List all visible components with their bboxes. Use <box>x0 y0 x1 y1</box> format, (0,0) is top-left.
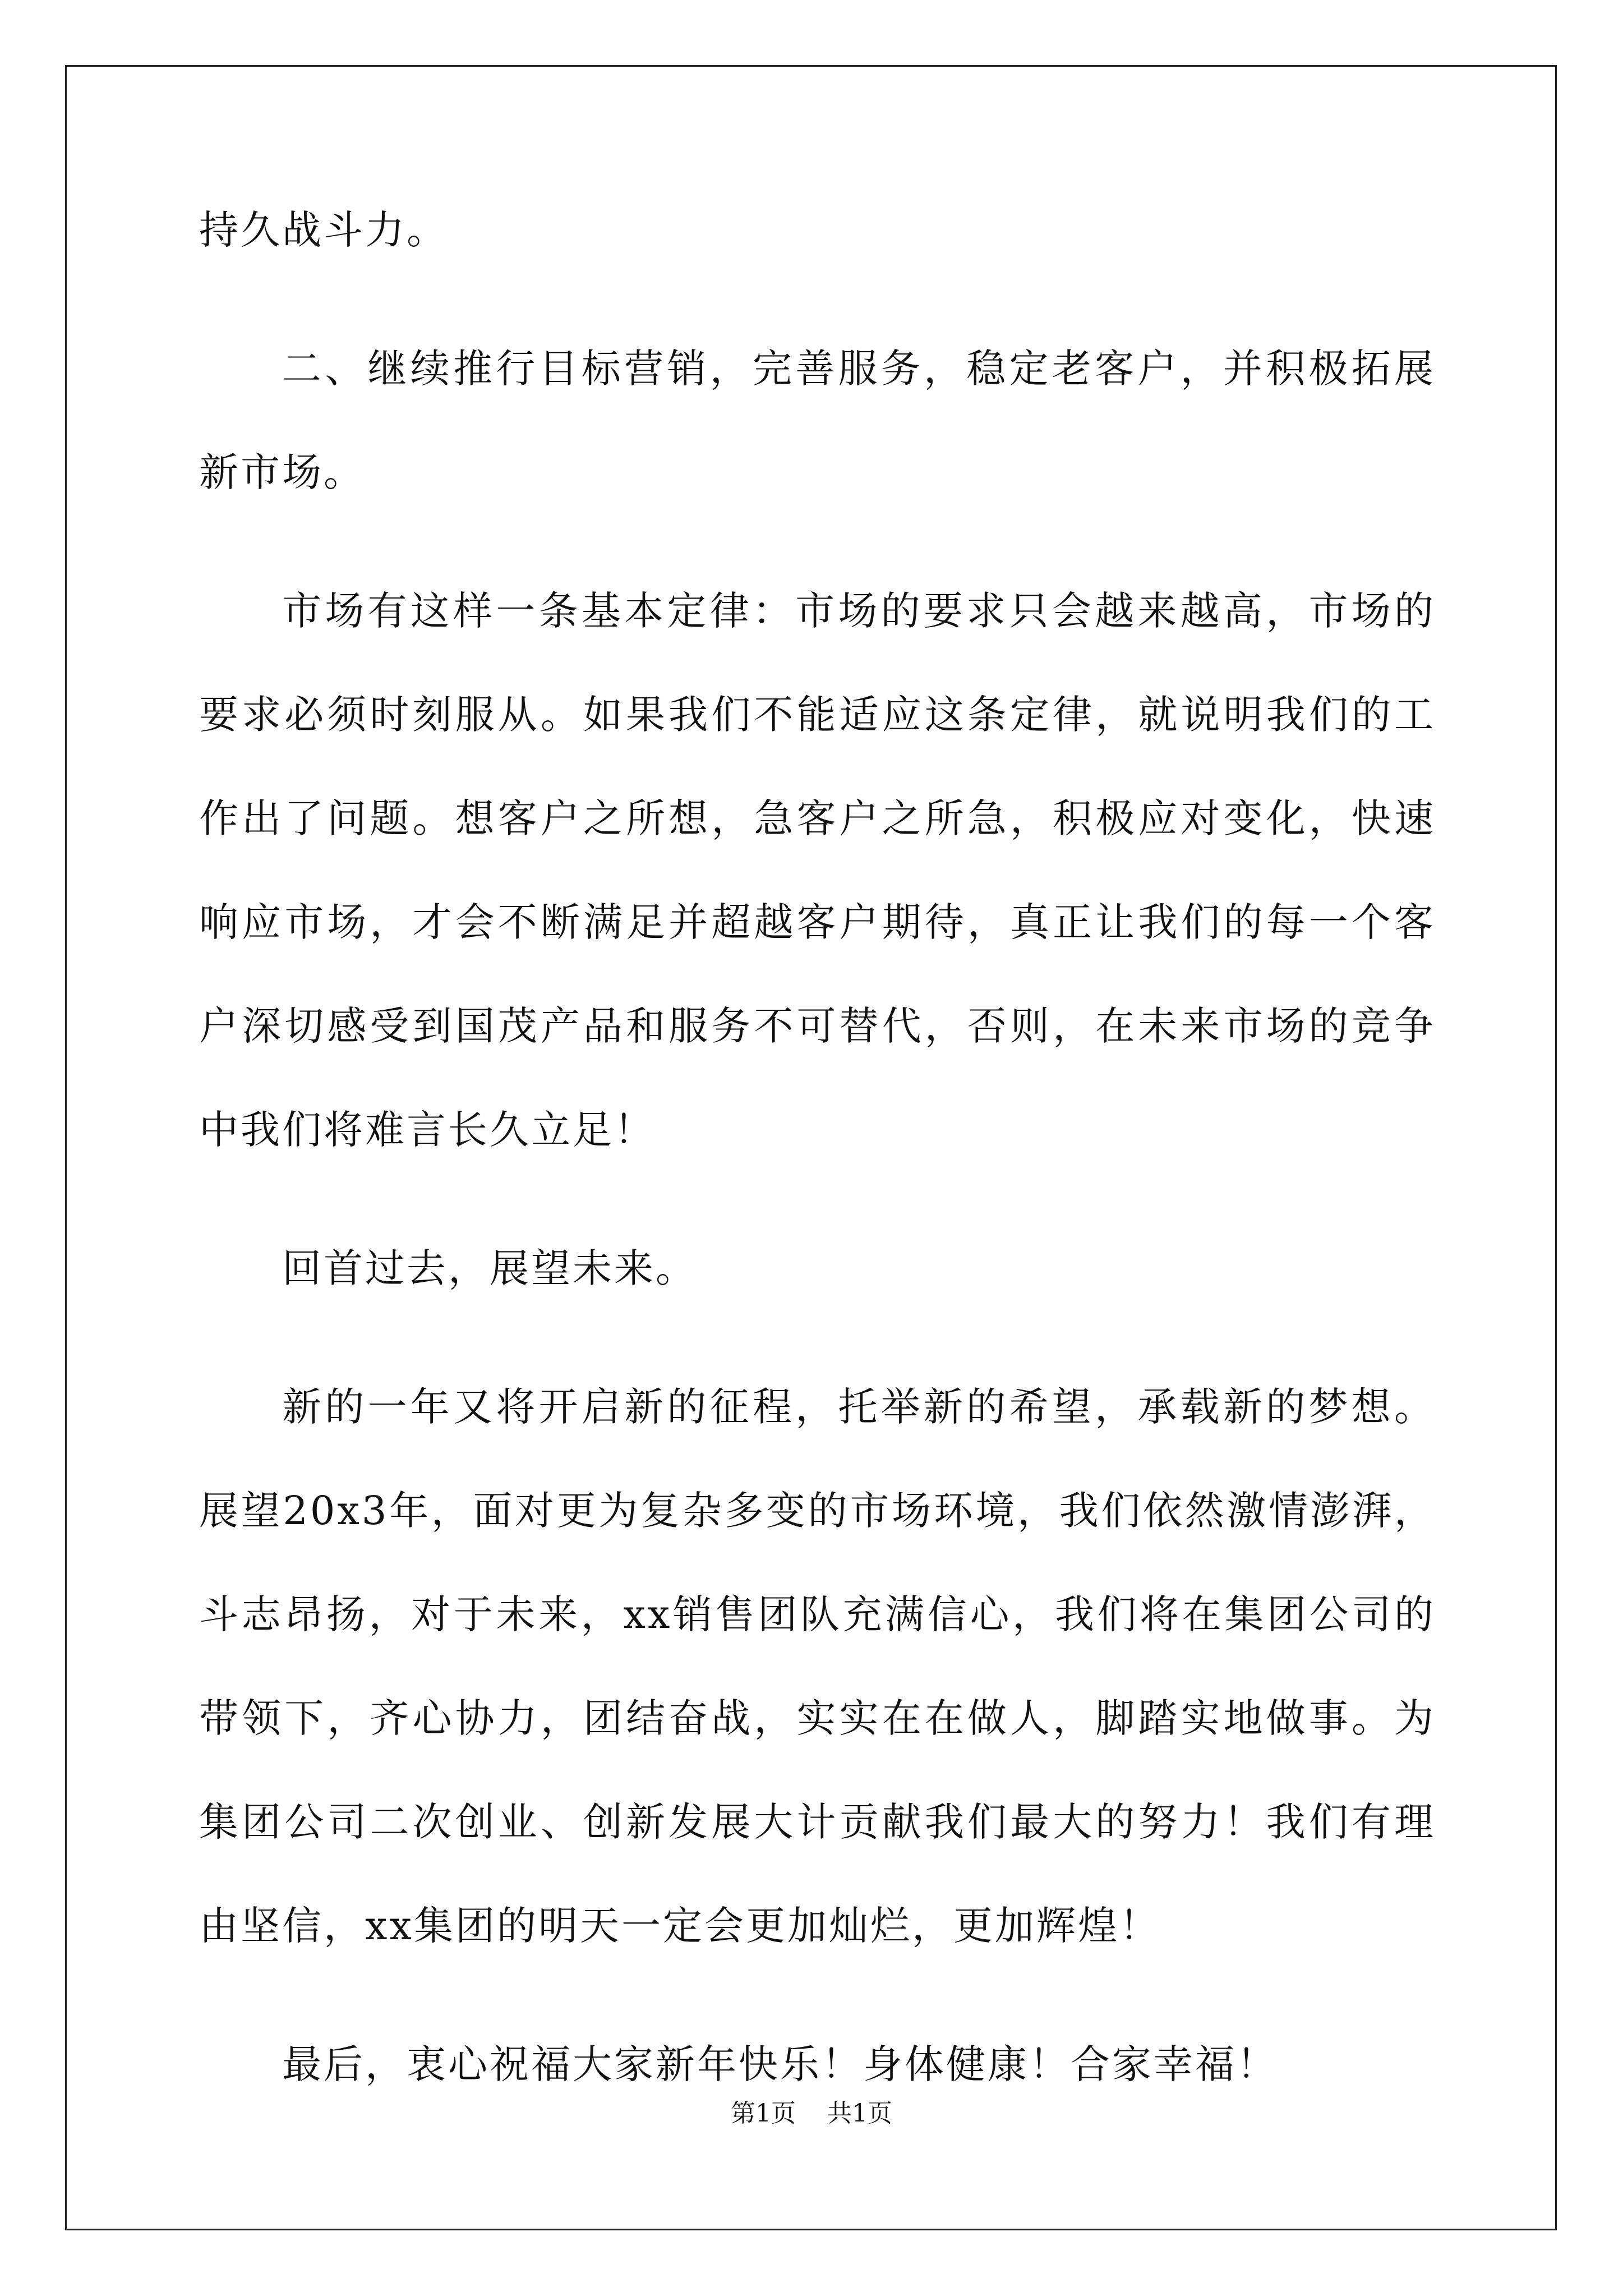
page-footer <box>0 2097 1623 2131</box>
page-number: 第1页 <box>731 2099 796 2128</box>
page-total: 共1页 <box>827 2099 892 2128</box>
paragraph-continuation: 持久战斗力。 <box>199 207 448 253</box>
paragraph-market-law: 市场有这样一条基本定律：市场的要求只会越来越高，市场的要求必须时刻服从。如果我们不能适应这条定律，就说明我们的工作出了问题。想客户之所想，急客户之所急，积极应对变化，快速响应市场，才会不断满足并超越客户期待，真正让我们的每一个客户深切感受到国茂产品和服务不可替代，否则，在未来市场的竞争中我们将难言长久立足！ <box>199 588 1436 1153</box>
paragraph-new-year-outlook: 新的一年又将开启新的征程，托举新的希望，承载新的梦想。展望20x3年，面对更为复杂多变的市场环境，我们依然激情澎湃，斗志昂扬，对于未来，xx销售团队充满信心，我们将在集团公司的带领下，齐心协力，团结奋战，实实在在做人，脚踏实地做事。为集团公司二次创业、创新发展大计贡献我们最大的努力！我们有理由坚信，xx集团的明天一定会更加灿烂，更加辉煌！ <box>199 1384 1436 1949</box>
paragraph-closing-wishes: 最后，衷心祝福大家新年快乐！身体健康！合家幸福！ <box>282 2041 1278 2087</box>
document-body <box>199 207 1436 2151</box>
paragraph-section-two-heading: 二、继续推行目标营销，完善服务，稳定老客户，并积极拓展新市场。 <box>199 346 1436 495</box>
paragraph-look-back: 回首过去，展望未来。 <box>282 1245 697 1291</box>
